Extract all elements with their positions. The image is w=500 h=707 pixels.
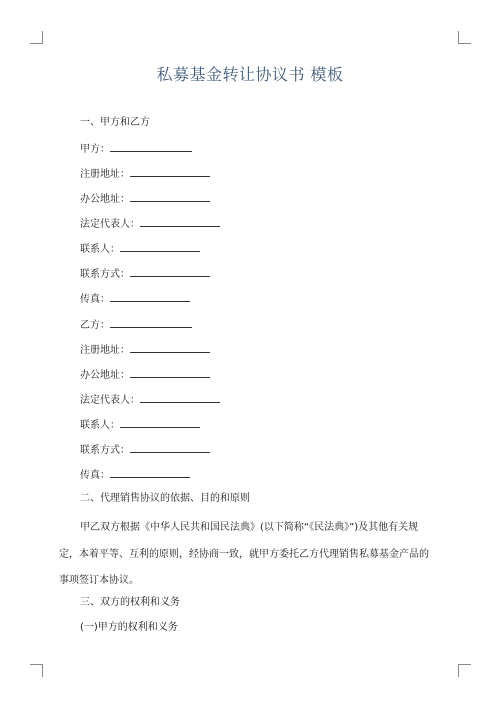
field-office-address-b	[80, 368, 210, 382]
paragraph-line: 甲乙双方根据《中华人民共和国民法典》(以下简称“《民法典》”)及其他有关规	[80, 522, 419, 533]
field-label: 传真：	[80, 294, 110, 305]
field-label: 注册地址：	[80, 345, 130, 356]
field-contact-b	[80, 418, 200, 432]
fill-blank[interactable]	[140, 217, 220, 227]
field-contact-a	[80, 242, 200, 256]
section-heading-basis: 二、代理销售协议的依据、目的和原则	[80, 493, 250, 504]
corner-mark-bottom-left	[30, 664, 43, 677]
field-label: 甲方：	[80, 144, 110, 155]
field-party-b	[80, 318, 192, 332]
fill-blank[interactable]	[140, 393, 220, 403]
fill-blank[interactable]	[130, 368, 210, 378]
fill-blank[interactable]	[110, 292, 190, 302]
field-registered-address-a	[80, 167, 210, 181]
fill-blank[interactable]	[110, 468, 190, 478]
fill-blank[interactable]	[130, 443, 210, 453]
fill-blank[interactable]	[130, 267, 210, 277]
corner-mark-bottom-right	[458, 664, 471, 677]
section-heading-rights: 三、双方的权利和义务	[80, 597, 180, 608]
field-fax-b	[80, 468, 190, 482]
fill-blank[interactable]	[130, 343, 210, 353]
paragraph-line: 事项签订本协议。	[59, 575, 139, 586]
field-label: 联系方式：	[80, 445, 130, 456]
field-label: 法定代表人：	[80, 395, 140, 406]
fill-blank[interactable]	[110, 318, 192, 328]
fill-blank[interactable]	[120, 418, 200, 428]
field-label: 传真：	[80, 470, 110, 481]
field-legal-rep-a	[80, 217, 220, 231]
field-label: 办公地址：	[80, 370, 130, 381]
field-legal-rep-b	[80, 393, 220, 407]
fill-blank[interactable]	[120, 242, 200, 252]
field-label: 乙方：	[80, 320, 110, 331]
field-party-a	[80, 142, 192, 156]
fill-blank[interactable]	[110, 142, 192, 152]
field-label: 联系人：	[80, 420, 120, 431]
field-contact-method-b	[80, 443, 210, 457]
fill-blank[interactable]	[130, 167, 210, 177]
section-heading-parties: 一、甲方和乙方	[80, 117, 150, 128]
corner-mark-top-left	[30, 31, 43, 44]
field-registered-address-b	[80, 343, 210, 357]
field-label: 联系人：	[80, 244, 120, 255]
field-label: 法定代表人：	[80, 219, 140, 230]
document-title: 私募基金转让协议书 模板	[156, 65, 344, 84]
field-label: 办公地址：	[80, 194, 130, 205]
field-office-address-a	[80, 192, 210, 206]
field-label: 联系方式：	[80, 269, 130, 280]
fill-blank[interactable]	[130, 192, 210, 202]
corner-mark-top-right	[458, 31, 471, 44]
field-label: 注册地址：	[80, 169, 130, 180]
subsection-heading-party-a: (一)甲方的权利和义务	[80, 622, 178, 633]
paragraph-line: 定，本着平等、互利的原则，经协商一致，就甲方委托乙方代理销售私募基金产品的	[59, 549, 429, 560]
field-contact-method-a	[80, 267, 210, 281]
field-fax-a	[80, 292, 190, 306]
